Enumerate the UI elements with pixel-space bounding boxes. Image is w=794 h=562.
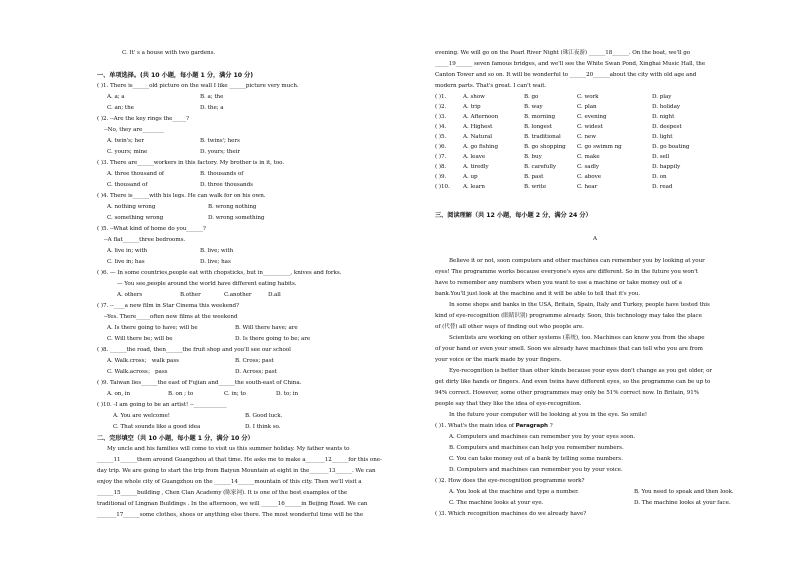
passage-line-4: bank.You'll just look at the machine and it will be able to tell that it's you.	[435, 291, 641, 297]
q1-option-c: C. an; the	[107, 105, 134, 111]
cloze-opt-4-num: ( )4.	[435, 124, 447, 130]
q4-option-a: A. nothing wrong	[107, 204, 156, 210]
cloze-opt-1-num: ( )1.	[435, 94, 447, 100]
cloze-opt-1-d: D. play	[652, 94, 672, 100]
q7-reply: --Yes. There_____often new films at the weekend	[104, 314, 238, 320]
cloze-opt-10-b: B. write	[524, 184, 547, 190]
passage-line-3: have to remember any numbers when you want to use a machine or take money out of a	[435, 280, 682, 286]
rq3-stem: ( )3. Which recognition machines do we already have?	[435, 511, 587, 517]
cloze-opt-3-c: C. evening	[577, 114, 607, 120]
cloze-line-2: ______11______them around Guangzhou at that time. He asks me to make a_______12______for this one-	[97, 457, 382, 463]
q1-option-a: A. a; a	[107, 94, 125, 100]
cloze-line-1: My uncle and his families will come to visit us this summer holiday. My father wants to	[107, 446, 350, 452]
q7-option-b: B. Will there have; are	[235, 325, 298, 331]
cloze-cont-line-4: modern parts. That's great. I can't wait.	[435, 83, 547, 89]
q1-option-d: D. the; a	[200, 105, 224, 111]
q5-option-a: A. live in; with	[107, 248, 148, 254]
q10-option-d: D. I think so.	[245, 424, 281, 430]
cloze-opt-3-num: ( )3.	[435, 114, 447, 120]
cloze-cont-line-3: Canton Tower and so on. It will be wonderful to ______20______about the city with old age and	[435, 72, 697, 78]
cloze-opt-4-b: B. longest	[524, 124, 552, 130]
cloze-opt-8-a: A. tiredly	[463, 164, 489, 170]
passage-line-8: Scientists are working on other systems (系统), too. Machines can know you from the shape	[449, 335, 705, 341]
cloze-opt-8-d: D. happily	[652, 164, 681, 170]
q2-option-c: C. yours; mine	[107, 149, 148, 155]
cloze-opt-4-a: A. Highest	[463, 124, 493, 130]
cloze-opt-9-b: B. past	[524, 174, 544, 180]
cloze-opt-3-b: B. morning	[524, 114, 556, 120]
q10-option-a: A. You are welcome!	[113, 413, 170, 419]
q5-stem: ( )5. --What kind of home do you______?	[97, 226, 206, 232]
rq1-option-d: D. Computers and machines can remember you by your voice.	[449, 467, 623, 473]
cloze-opt-7-c: C. make	[577, 154, 600, 160]
q1-option-b: B. a; the	[200, 94, 224, 100]
q4-stem: ( )4. There is______with his legs. He can walk for on his own.	[97, 193, 266, 199]
q9-stem: ( )9. Taiwan lies______the east of Fujian and______the south-east of China.	[97, 380, 302, 386]
cloze-opt-5-c: C. new	[577, 134, 597, 140]
passage-label: A	[593, 236, 597, 242]
rq1-option-a: A. Computers and machines can remember you by your eyes soon.	[449, 434, 636, 440]
passage-line-14: people say that they like the idea of eye-recognition.	[435, 401, 582, 407]
q3-option-d: D. three thousands	[200, 182, 253, 188]
q8-option-a: A. Walk.cross； walk pass	[107, 358, 179, 364]
q4-option-c: C. something wrong	[107, 215, 164, 221]
q5-option-c: C. live in; has	[107, 259, 145, 265]
cloze-opt-6-d: D. go boating	[652, 144, 690, 150]
rq2-option-d: D. The machine looks at your face.	[634, 500, 731, 506]
q8-option-b: B. Cross; past	[235, 358, 274, 364]
q6-option-a: A. others	[117, 292, 143, 298]
cloze-opt-5-a: A. Natural	[463, 134, 492, 140]
q9-option-c: C. in; to	[224, 391, 246, 397]
q2-option-d: D. yours; their	[200, 149, 241, 155]
intro-line: C. It' s a house with two gardens.	[122, 50, 216, 56]
q6-option-d: D.all	[268, 292, 281, 298]
rq2-option-a: A. You look at the machine and type a number.	[449, 489, 579, 495]
cloze-opt-7-num: ( )7.	[435, 154, 447, 160]
cloze-opt-10-d: D. read	[652, 184, 673, 190]
cloze-opt-8-num: ( )8.	[435, 164, 447, 170]
passage-line-2: eyes! The programme works because everyone's eyes are different. So in the future you won't	[435, 269, 698, 275]
q2-option-a: A. twin's; her	[107, 138, 144, 144]
rq1-option-b: B. Computers and machines can help you remember numbers.	[449, 445, 624, 451]
cloze-opt-7-b: B. buy	[524, 154, 542, 160]
cloze-opt-6-num: ( )6.	[435, 144, 447, 150]
section1-heading: 一、单项选择。(共 10 小题，每小题 1 分，满分 10 分)	[97, 72, 254, 79]
cloze-opt-4-c: C. widest	[577, 124, 603, 130]
cloze-opt-6-b: B. go shopping	[524, 144, 566, 150]
cloze-opt-1-c: C. work	[577, 94, 599, 100]
q4-option-d: D. wrong something	[208, 215, 265, 221]
q7-stem: ( )7. --____a new film in Star Cinema this weekend?	[97, 303, 240, 309]
rq2-option-c: C. The machine looks at your eye.	[449, 500, 544, 506]
q6-stem: ( )6. — In some countries,people eat with chopsticks, but in__________, knives and forks.	[97, 270, 342, 276]
cloze-opt-3-a: A. Afternoon	[463, 114, 499, 120]
q9-option-d: D. to; in	[276, 391, 299, 397]
cloze-line-7: _______17______some clothes, shoes or anything else there. The most wonderful time will be the	[97, 512, 364, 518]
q7-option-c: C. Will there be; will be	[107, 336, 173, 342]
cloze-opt-2-num: ( )2.	[435, 104, 447, 110]
rq1-tail: ?	[549, 423, 553, 429]
cloze-opt-6-c: C. go swimm ng	[577, 144, 622, 150]
passage-line-6: kind of eye-recognition (眼睛识别) programme already. Soon, this technology may take the place	[435, 313, 702, 319]
q5-option-d: D. live; has	[200, 259, 231, 265]
cloze-cont-line-2: _____19______ seven famous bridges, and we'll see the White Swan Pond, Xinghai Music Hall, the	[435, 61, 706, 67]
q8-option-d: D. Across; past	[235, 369, 277, 375]
q10-option-b: B. Good luck.	[245, 413, 283, 419]
rq1-option-c: C. You can take money out of a bank by telling some numbers.	[449, 456, 623, 462]
q3-option-c: C. thousand of	[107, 182, 148, 188]
q6-option-c: C.another	[224, 292, 252, 298]
cloze-opt-5-num: ( )5.	[435, 134, 447, 140]
rq1-keyword: Paragraph	[515, 423, 548, 429]
cloze-opt-4-d: D. deepest	[652, 124, 682, 130]
q3-option-a: A. three thousand of	[107, 171, 164, 177]
cloze-opt-9-a: A. up	[463, 174, 478, 180]
cloze-opt-8-c: C. sadly	[577, 164, 599, 170]
q4-option-b: B. wrong nothing	[208, 204, 257, 210]
cloze-cont-line-1: evening. We will go on the Pearl River Night (珠江夜游) ______18______. On the boat, we'll go	[435, 50, 691, 56]
rq2-option-b: B. You need to speak and then look.	[634, 489, 734, 495]
cloze-opt-10-num: ( )10.	[435, 184, 450, 190]
q2-stem: ( )2. --Are the key rings the_____?	[97, 116, 190, 122]
cloze-opt-10-c: C. hear	[577, 184, 598, 190]
cloze-line-5: ______15______building , Chen Clan Academy (陈家祠). It is one of the best examples of the	[97, 490, 348, 496]
cloze-line-3: day trip. We are going to start the trip from Baiyun Mountain at eight in the_______13______. We can	[97, 468, 376, 474]
passage-line-9: of your hand or even your smell. Soon we already have machines that can tell who you are from	[435, 346, 703, 352]
cloze-opt-1-b: B. go	[524, 94, 539, 100]
passage-line-5: In some shops and banks in the USA, Britain, Spain, Italy and Turkey, people have tested this	[449, 302, 710, 308]
cloze-opt-7-a: A. leave	[463, 154, 486, 160]
right-column	[397, 0, 794, 562]
cloze-opt-10-a: A. learn	[463, 184, 485, 190]
q6-option-b: B.other	[180, 292, 201, 298]
passage-line-15: In the future your computer will be looking at you in the eye. So smile!	[449, 412, 648, 418]
cloze-opt-9-c: C. above	[577, 174, 601, 180]
q7-option-a: A. Is there going to have; will be	[107, 325, 198, 331]
cloze-opt-1-a: A. show	[463, 94, 485, 100]
cloze-line-4: enjoy the whole city of Guangzhou on the ______14______mountain of this city. Then we'll visit a	[97, 479, 362, 485]
q7-option-d: D. Is there going to be; are	[235, 336, 311, 342]
passage-line-7: of (代替) all other ways of finding out who people are.	[435, 324, 584, 330]
q9-option-b: B. on ; to	[168, 391, 194, 397]
q8-option-c: C. Walk.across； pass	[107, 369, 168, 375]
passage-line-11: Eye-recognition is better than other kinds because your eyes don't change as you get older, or	[449, 368, 713, 374]
cloze-opt-6-a: A. go fishing	[463, 144, 498, 150]
rq2-stem: ( )2. How does the eye-recognition programme work?	[435, 478, 585, 484]
passage-line-1: Believe it or not, soon computers and other machines can remember you by looking at your	[449, 258, 705, 264]
q8-stem: ( )8. ______the road, then______the fruit shop and you'll see our school	[97, 347, 291, 353]
passage-line-13: 94% correct. However, some other programmes may only be 51% correct now. In Britain, 91%	[435, 390, 699, 396]
cloze-opt-9-num: ( )9.	[435, 174, 447, 180]
q10-option-c: C. That sounds like a good idea	[113, 424, 201, 430]
cloze-opt-5-d: D. light	[652, 134, 673, 140]
q1-stem: ( )1. There is______old picture on the wall I like ______picture very much.	[97, 83, 299, 89]
cloze-opt-3-d: D. night	[652, 114, 675, 120]
q5-reply: --A flat______three bedrooms.	[104, 237, 186, 243]
q6-line2: — You see,people around the world have different eating habits.	[117, 281, 297, 287]
cloze-opt-2-a: A. trip	[463, 104, 481, 110]
cloze-opt-2-c: C. plan	[577, 104, 597, 110]
q5-option-b: B. live; with	[200, 248, 234, 254]
cloze-opt-2-b: B. way	[524, 104, 543, 110]
rq1-stem	[435, 423, 553, 430]
q3-option-b: B. thousands of	[200, 171, 244, 177]
q3-stem: ( )3. There are______workers in this factory. My brother is in it, too.	[97, 160, 285, 166]
cloze-opt-7-d: D. sell	[652, 154, 670, 160]
cloze-opt-5-b: B. traditional	[524, 134, 561, 140]
q2-option-b: B. twins'; hers	[200, 138, 240, 144]
q10-stem: ( )10. -I am going to be an artist! --____________	[97, 402, 227, 408]
rq1-stem-text: ( )1. What's the main idea of	[435, 423, 514, 429]
cloze-opt-2-d: D. holiday	[652, 104, 680, 110]
cloze-opt-9-d: D. on	[652, 174, 667, 180]
q2-reply: --No, they are________	[104, 127, 165, 133]
cloze-opt-8-b: B. carefully	[524, 164, 556, 170]
q9-option-a: A. on, in	[107, 391, 131, 397]
cloze-line-6: traditional of Lingnan Buildings . In the afternoon, we will ______16______in Beijing Road. We can	[97, 501, 368, 507]
section3-heading: 三、阅读理解（共 12 小题，每小题 2 分，满分 24 分）	[435, 212, 592, 219]
section2-heading: 二、完形填空（共 10 小题，每小题 1 分，满分 10 分）	[97, 435, 254, 442]
passage-line-12: get dirty like hands or fingers. And even twins have different eyes, so the programme can be up to	[435, 379, 711, 385]
passage-line-10: your voice or the mark made by your fingers.	[435, 357, 562, 363]
